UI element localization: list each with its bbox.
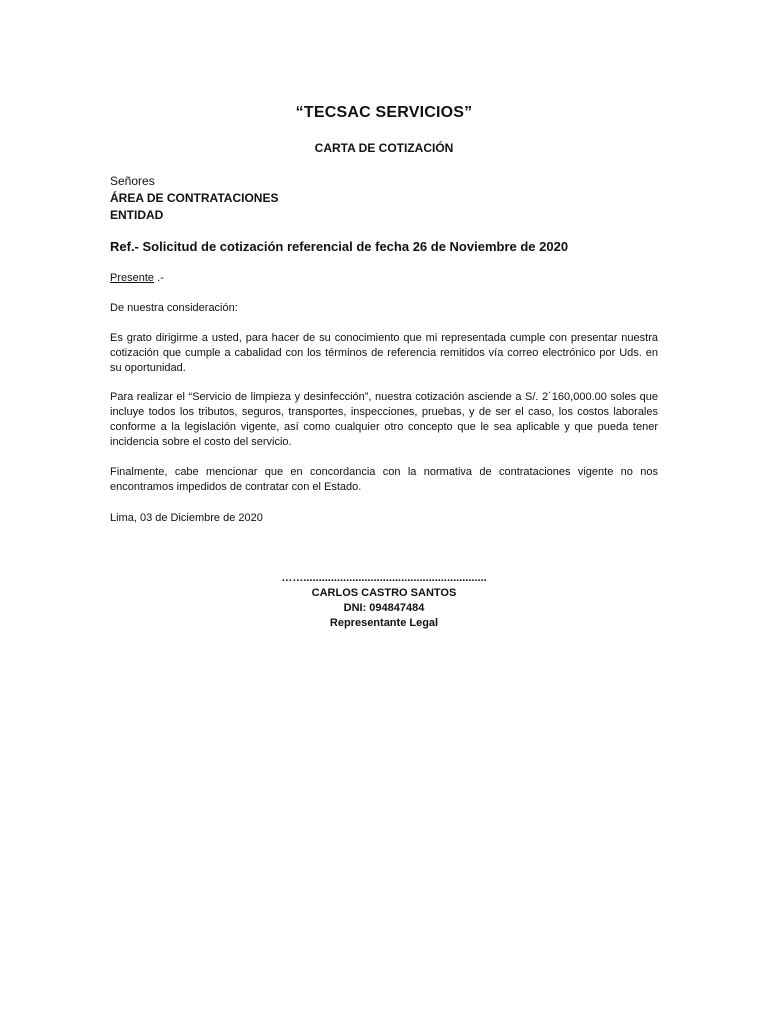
recipient-block bbox=[110, 173, 278, 224]
signer-name: CARLOS CASTRO SANTOS bbox=[311, 587, 457, 599]
body-paragraph: Para realizar el “Servicio de limpieza y desinfección”, nuestra cotización asciende a S/. 2´160,000.00 soles que incluye todos los tributos, seguros, transportes, inspecciones, pruebas, y de ser el caso, los costos laborales conforme a la legislación vigente, así como cualquier otro concepto que le sea aplicable y que pueda tener incidencia sobre el costo del servicio. bbox=[110, 391, 658, 448]
presente-line bbox=[110, 272, 164, 284]
signature-block bbox=[0, 571, 768, 631]
signature-line: ……............................................................ bbox=[281, 572, 487, 584]
signer-dni: DNI: 094847484 bbox=[343, 602, 425, 614]
document-title: CARTA DE COTIZACIÓN bbox=[314, 141, 454, 155]
presente-label: Presente bbox=[110, 272, 155, 284]
reference-line: Ref.- Solicitud de cotización referencial de fecha 26 de Noviembre de 2020 bbox=[110, 239, 569, 254]
presente-suffix: .- bbox=[154, 272, 164, 284]
body-paragraph: Finalmente, cabe mencionar que en concordancia con la normativa de contrataciones vigente no nos encontramos impedidos de contratar con el Estado. bbox=[110, 466, 658, 493]
recipient-salutation: Señores bbox=[110, 174, 155, 188]
company-name: “TECSAC SERVICIOS” bbox=[295, 104, 473, 121]
place-date: Lima, 03 de Diciembre de 2020 bbox=[110, 512, 263, 524]
signer-role: Representante Legal bbox=[329, 617, 439, 629]
body-paragraph: Es grato dirigirme a usted, para hacer de su conocimiento que mi representada cumple con presentar nuestra cotización que cumple a cabalidad con los términos de referencia remitidos vía correo electrónico por Uds. en su oportunidad. bbox=[110, 332, 658, 374]
recipient-area: ÁREA DE CONTRATACIONES bbox=[110, 191, 279, 205]
recipient-entity: ENTIDAD bbox=[110, 208, 164, 222]
greeting: De nuestra consideración: bbox=[110, 302, 238, 314]
